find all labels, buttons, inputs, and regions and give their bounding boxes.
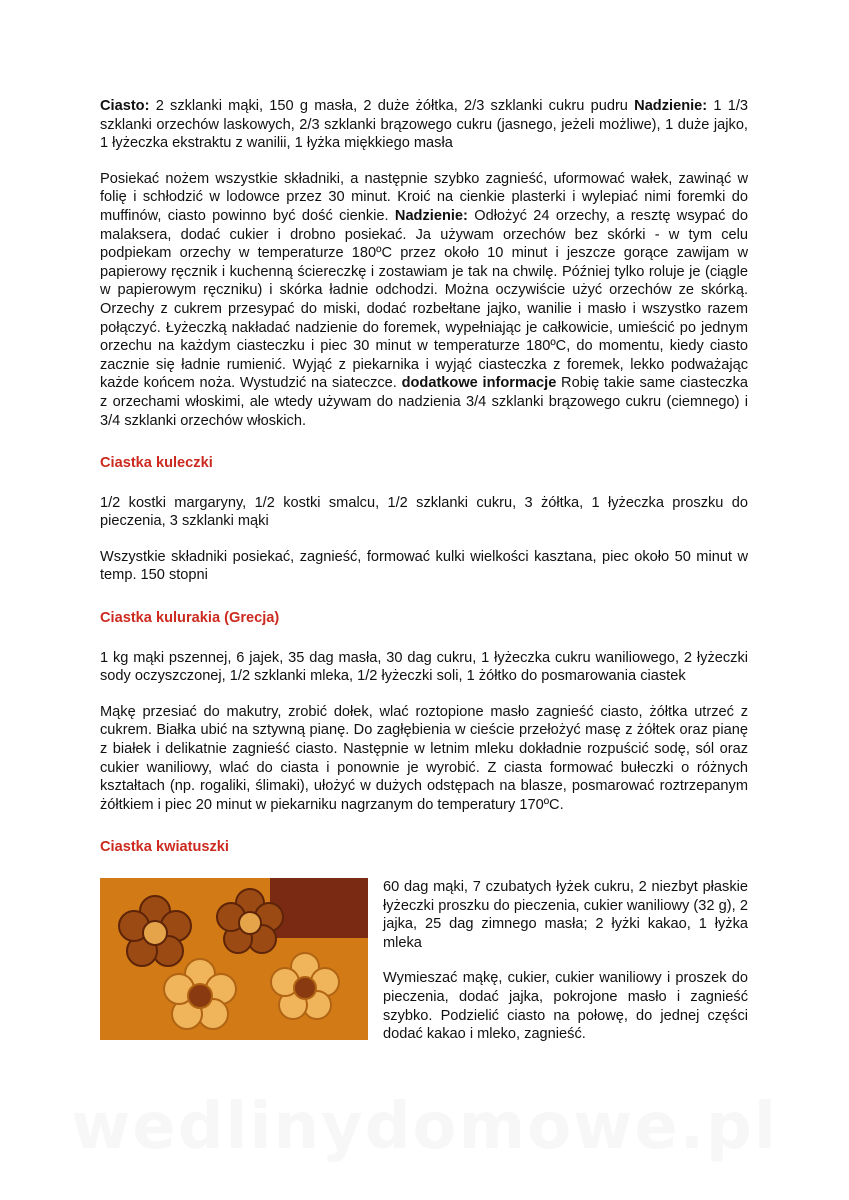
method-paragraph bbox=[100, 170, 748, 430]
kwiatuszki-text bbox=[383, 878, 748, 1044]
section-title-kulurakia: Ciastka kulurakia (Grecja) bbox=[100, 610, 280, 627]
method-part-3: Robię takie same ciasteczka z orzechami włoskimi, ale wtedy używam do nadzienia 3/4 szklanki brązowego cukru (ciemnego) i 3/4 szklanki orzechów włoskich. bbox=[100, 375, 748, 429]
kulurakia-ingredients: 1 kg mąki pszennej, 6 jajek, 35 dag masła, 30 dag cukru, 1 łyżeczka cukru waniliowego, 2 łyżeczki sody oczyszczonej, 1/2 szklanki mleka, 1/2 łyżeczki soli, 1 żółtko do posmarowania ciastek bbox=[100, 649, 748, 685]
ciasto-label: Ciasto: bbox=[100, 98, 150, 114]
section-title-kwiatuszki: Ciastka kwiatuszki bbox=[100, 839, 229, 856]
method-part-1: Posiekać nożem wszystkie składniki, a następnie szybko zagnieść, uformować wałek, zawinąć w folię i schłodzić w lodowce przez 30 minut. Kroić na cienkie plasterki i wylepiać nimi foremki do muffinów, ciasto powinno być dość cienkie. bbox=[100, 170, 748, 224]
section-title-kuleczki: Ciastka kuleczki bbox=[100, 455, 213, 472]
method-part-2: Odłożyć 24 orzechy, a resztę wsypać do malaksera, dodać cukier i drobno posiekać. Ja używam orzechów bez skórki - w tym celu podpiekam orzechy w temperaturze 180ºC przez około 10 minut i jeszcze gorące zawijam w papierowy ręcznik i kuchenną ściereczkę i zostawiam je tak na chwilę. Później tylko roluje je (ciągle w papierowym ręczniku) i skórka ładnie odchodzi. Można oczywiście użyć orzechów ze skórką. Orzechy z cukrem przesypać do miski, dodać rozbełtane jajko, wanilie i masło i wszystko razem połączyć. Łyżeczką nakładać nadzienie do foremek, wypełniając je całkowicie, umieścić po jednym orzechu na każdym ciasteczku i piec 30 minut w temperaturze 180ºC, do momentu, kiedy ciasto zacznie się ładnie rumienić. Wyjąć z piekarnika i wyjąć ciasteczka z foremek, lekko podważając każde końcem noża. Wystudzić na siateczce. bbox=[100, 207, 749, 392]
method-info-label: dodatkowe informacje bbox=[401, 375, 557, 392]
kuleczki-method: Wszystkie składniki posiekać, zagnieść, formować kulki wielkości kasztana, piec około 50 minut w temp. 150 stopni bbox=[100, 548, 748, 584]
nadzienie-text: 1 1/3 szklanki orzechów laskowych, 2/3 szklanki brązowego cukru (jasnego, jeżeli możliwe), 1 duże jajko, 1 łyżeczka ekstraktu z wanilii, 1 łyżka miękkiego masła bbox=[100, 98, 749, 152]
cookie-photo bbox=[100, 878, 368, 1040]
method-nadzienie-label: Nadzienie: bbox=[394, 207, 468, 224]
flower-cookies-image bbox=[100, 878, 368, 1040]
intro-paragraph bbox=[100, 97, 748, 153]
ciasto-text: 2 szklanki mąki, 150 g masła, 2 duże żółtka, 2/3 szklanki cukru pudru bbox=[149, 98, 635, 114]
kuleczki-ingredients: 1/2 kostki margaryny, 1/2 kostki smalcu, 1/2 szklanki cukru, 3 żółtka, 1 łyżeczka proszku do pieczenia, 3 szklanki mąki bbox=[100, 494, 748, 530]
kwiatuszki-section bbox=[100, 878, 748, 1048]
kulurakia-method: Mąkę przesiać do makutry, zrobić dołek, wlać roztopione masło zagnieść ciasto, żółtka utrzeć z cukrem. Białka ubić na sztywną pianę. Do zagłębienia w cieście przełożyć masę z żółtek oraz pianę z białek i delikatnie zagnieść ciasto. Następnie w letnim mleku dokładnie rozpuścić sodę, sól oraz cukier waniliowy, wlać do ciasta i ponownie je wyrobić. Z ciasta formować bułeczki o różnych kształtach (np. rogaliki, ślimaki), ułożyć w dużych odstępach na blasze, posmarować roztrzepanym żółtkiem i piec 20 minut w piekarniku nagrzanym do temperatury 170ºC. bbox=[100, 703, 748, 813]
document-body bbox=[100, 97, 748, 1048]
kwiatuszki-method: Wymieszać mąkę, cukier, cukier waniliowy i proszek do pieczenia, dodać jajka, pokrojone masło i zagnieść szybko. Podzielić ciasto na połowę, do jednej części dodać kakao i mleko, zagnieść. bbox=[383, 970, 748, 1043]
nadzienie-label: Nadzienie: bbox=[634, 98, 708, 114]
watermark: wedlinydomowe.pl bbox=[71, 1090, 778, 1164]
kwiatuszki-ingredients: 60 dag mąki, 7 czubatych łyżek cukru, 2 niezbyt płaskie łyżeczki proszku do pieczenia, cukier waniliowy (32 g), 2 jajka, 25 dag zimnego masła; 2 łyżki kakao, 1 łyżka mleka bbox=[383, 879, 748, 951]
